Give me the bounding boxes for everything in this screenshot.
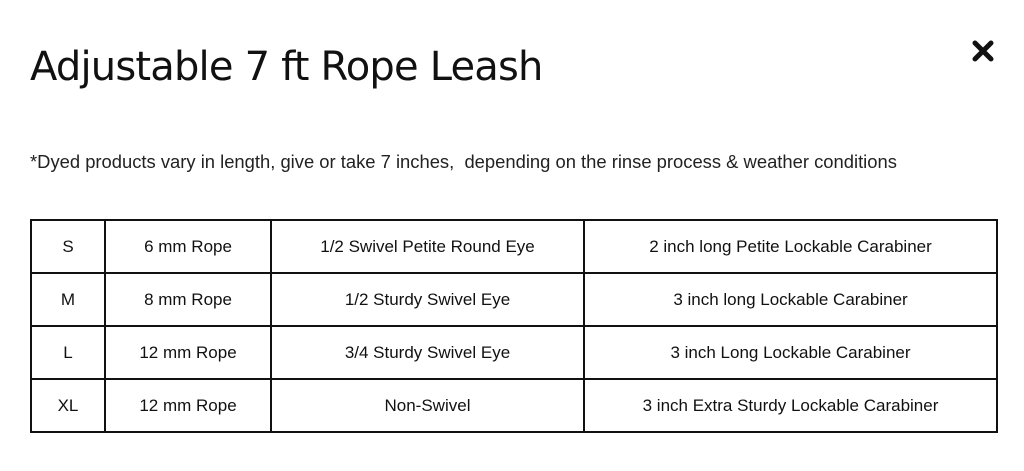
rope-cell: 12 mm Rope bbox=[105, 326, 271, 379]
rope-cell: 12 mm Rope bbox=[105, 379, 271, 432]
swivel-cell: 1/2 Swivel Petite Round Eye bbox=[271, 220, 584, 273]
rope-cell: 8 mm Rope bbox=[105, 273, 271, 326]
size-chart-table bbox=[30, 219, 998, 433]
size-cell: M bbox=[31, 273, 105, 326]
size-cell: XL bbox=[31, 379, 105, 432]
table-row bbox=[31, 273, 997, 326]
swivel-cell: 1/2 Sturdy Swivel Eye bbox=[271, 273, 584, 326]
dye-variance-note: *Dyed products vary in length, give or take 7 inches, depending on the rinse process & weather conditions bbox=[30, 151, 897, 172]
table-row bbox=[31, 379, 997, 432]
close-icon bbox=[966, 34, 1000, 68]
table-row bbox=[31, 220, 997, 273]
table-row bbox=[31, 326, 997, 379]
rope-cell: 6 mm Rope bbox=[105, 220, 271, 273]
carabiner-cell: 3 inch Long Lockable Carabiner bbox=[584, 326, 997, 379]
modal-title: Adjustable 7 ft Rope Leash bbox=[30, 44, 543, 90]
swivel-cell: Non-Swivel bbox=[271, 379, 584, 432]
close-button[interactable] bbox=[966, 34, 1000, 68]
carabiner-cell: 2 inch long Petite Lockable Carabiner bbox=[584, 220, 997, 273]
carabiner-cell: 3 inch Extra Sturdy Lockable Carabiner bbox=[584, 379, 997, 432]
carabiner-cell: 3 inch long Lockable Carabiner bbox=[584, 273, 997, 326]
swivel-cell: 3/4 Sturdy Swivel Eye bbox=[271, 326, 584, 379]
size-cell: S bbox=[31, 220, 105, 273]
size-cell: L bbox=[31, 326, 105, 379]
